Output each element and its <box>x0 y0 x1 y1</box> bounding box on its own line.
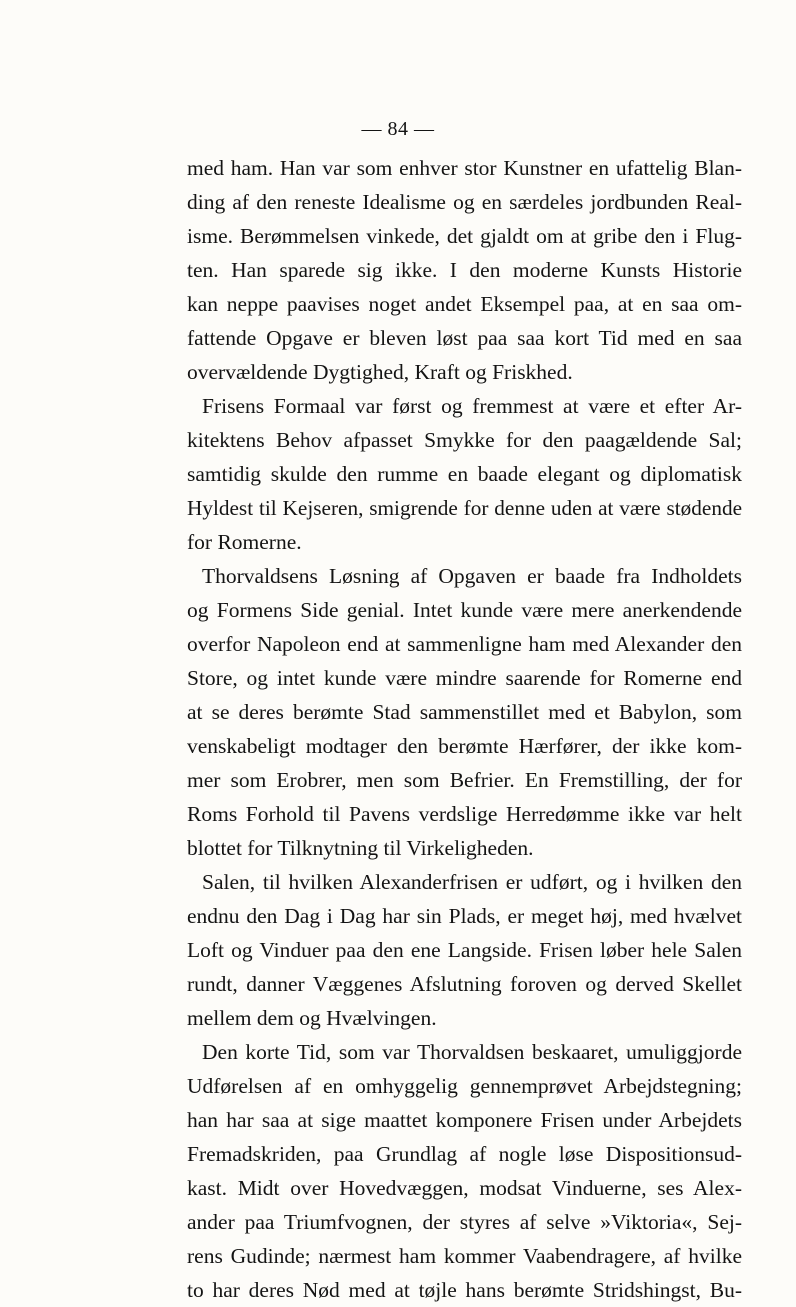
text-line: fattende Opgave er bleven løst paa saa kort Tid med en saa <box>187 326 742 350</box>
text-line: Loft og Vinduer paa den ene Langside. Frisen løber hele Salen <box>187 938 742 962</box>
text-line: endnu den Dag i Dag har sin Plads, er meget høj, med hvælvet <box>187 904 742 928</box>
text-line: kan neppe paavises noget andet Eksempel paa, at en saa om- <box>187 292 742 316</box>
text-line: Store, og intet kunde være mindre saarende for Romerne end <box>187 666 742 690</box>
text-line: Thorvaldsens Løsning af Opgaven er baade fra Indholdets <box>202 564 742 588</box>
text-line: overfor Napoleon end at sammenligne ham med Alexander den <box>187 632 742 656</box>
text-line: venskabeligt modtager den berømte Hærfører, der ikke kom- <box>187 734 742 758</box>
body-text <box>187 151 742 1307</box>
text-line: isme. Berømmelsen vinkede, det gjaldt om at gribe den i Flug- <box>187 224 742 248</box>
text-line: blottet for Tilknytning til Virkeligheden. <box>187 836 534 860</box>
text-line: Den korte Tid, som var Thorvaldsen beskaaret, umuliggjorde <box>202 1040 742 1064</box>
text-line: for Romerne. <box>187 530 302 554</box>
text-line: Hyldest til Kejseren, smigrende for denne uden at være stødende <box>187 496 742 520</box>
text-line: rundt, danner Væggenes Afslutning foroven og derved Skellet <box>187 972 742 996</box>
text-line: to har deres Nød med at tøjle hans berømte Stridshingst, Bu- <box>187 1278 742 1302</box>
text-line: og Formens Side genial. Intet kunde være mere anerkendende <box>187 598 742 622</box>
text-line: rens Gudinde; nærmest ham kommer Vaabendragere, af hvilke <box>187 1244 742 1268</box>
page-number: — 84 — <box>361 118 435 140</box>
text-line: at se deres berømte Stad sammenstillet med et Babylon, som <box>187 700 742 724</box>
text-line: Fremadskriden, paa Grundlag af nogle løse Dispositionsud- <box>187 1142 742 1166</box>
text-line: Frisens Formaal var først og fremmest at være et efter Ar- <box>202 394 742 418</box>
text-line: Salen, til hvilken Alexanderfrisen er udført, og i hvilken den <box>202 870 742 894</box>
text-line: kitektens Behov afpasset Smykke for den paagældende Sal; <box>187 428 742 452</box>
text-line: Roms Forhold til Pavens verdslige Herredømme ikke var helt <box>187 802 742 826</box>
text-line: med ham. Han var som enhver stor Kunstner en ufattelig Blan- <box>187 156 742 180</box>
text-line: ander paa Triumfvognen, der styres af selve »Viktoria«, Sej- <box>187 1210 742 1234</box>
text-line: mer som Erobrer, men som Befrier. En Fremstilling, der for <box>187 768 742 792</box>
text-line: overvældende Dygtighed, Kraft og Friskhed. <box>187 360 573 384</box>
text-line: ten. Han sparede sig ikke. I den moderne Kunsts Historie <box>187 258 742 282</box>
text-line: samtidig skulde den rumme en baade elegant og diplomatisk <box>187 462 742 486</box>
text-line: ding af den reneste Idealisme og en særdeles jordbunden Real- <box>187 190 742 214</box>
text-line: Udførelsen af en omhyggelig gennemprøvet Arbejdstegning; <box>187 1074 742 1098</box>
text-line: kast. Midt over Hovedvæggen, modsat Vinduerne, ses Alex- <box>187 1176 742 1200</box>
text-line: mellem dem og Hvælvingen. <box>187 1006 437 1030</box>
text-line: han har saa at sige maattet komponere Frisen under Arbejdets <box>187 1108 742 1132</box>
